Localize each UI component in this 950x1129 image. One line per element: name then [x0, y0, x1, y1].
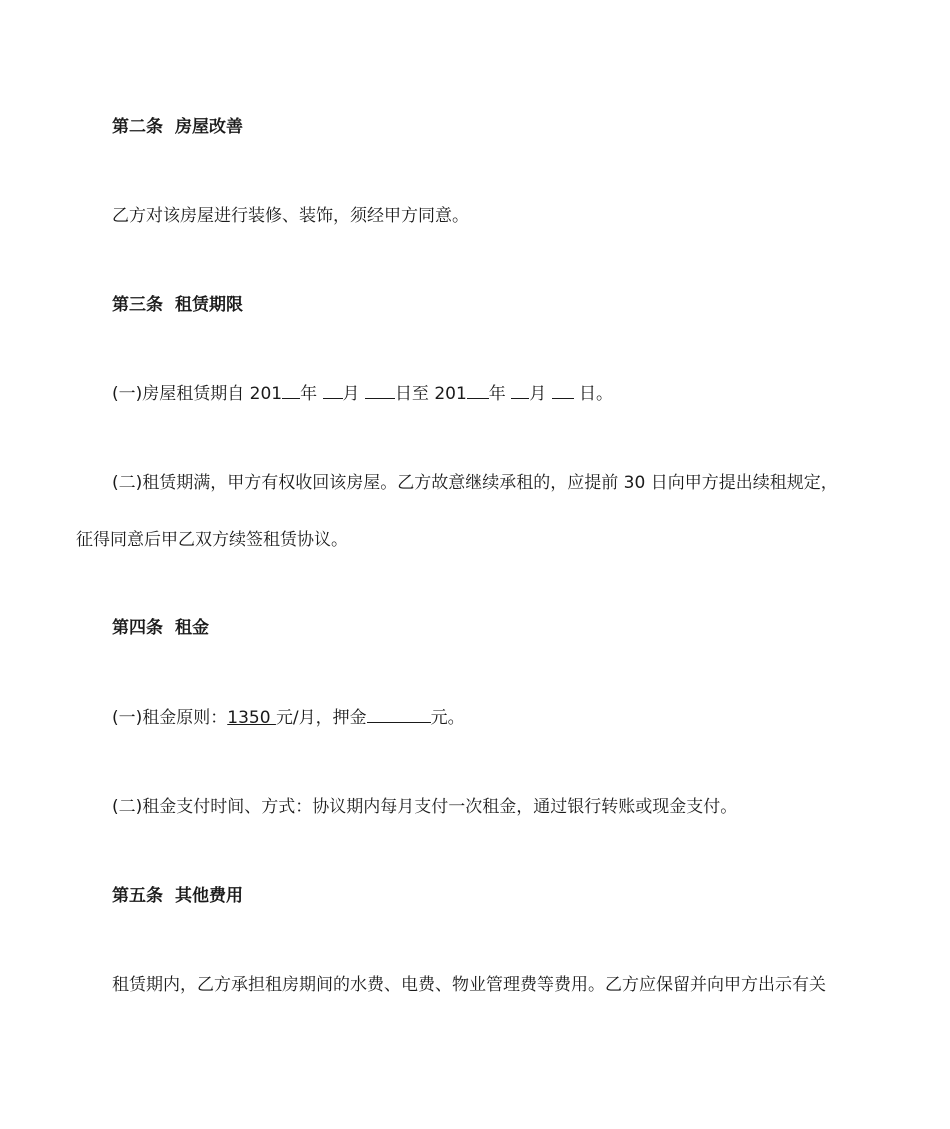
section-2-body: 乙方对该房屋进行装修、装饰，须经甲方同意。	[112, 206, 469, 226]
section-3-title: 租赁期限	[175, 295, 243, 315]
deposit-blank	[367, 706, 431, 723]
deposit-suffix: 元。	[430, 708, 465, 728]
section-3-number: 第三条	[112, 295, 163, 315]
rent-principle-clause	[112, 706, 465, 730]
section-5-heading	[112, 884, 243, 908]
start-month-blank	[323, 382, 343, 399]
section-3-heading	[112, 293, 243, 317]
section-4-heading	[112, 616, 209, 640]
rent-amount: 1350	[227, 708, 276, 728]
rent-principle-label: (一)租金原则：	[112, 708, 228, 728]
start-year-blank	[282, 382, 300, 399]
rent-payment-clause: (二)租金支付时间、方式：协议期内每月支付一次租金，通过银行转账或现金支付。	[112, 797, 738, 817]
end-day-blank	[552, 382, 574, 399]
section-4-title: 租金	[175, 618, 209, 638]
lease-term-text-3: 月	[342, 384, 365, 404]
lease-term-text-2: 年	[300, 384, 323, 404]
lease-term-text-6: 月	[529, 384, 552, 404]
section-5-number: 第五条	[112, 886, 163, 906]
other-fees-clause: 租赁期内，乙方承担租房期间的水费、电费、物业管理费等费用。乙方应保留并向甲方出示有关	[112, 975, 826, 995]
section-5-title: 其他费用	[175, 886, 243, 906]
renewal-clause-line-1: (二)租赁期满，甲方有权收回该房屋。乙方故意继续承租的，应提前 30 日向甲方提出续租规定，	[112, 473, 838, 493]
start-day-blank	[365, 382, 395, 399]
lease-term-text-4: 日至 201	[394, 384, 467, 404]
rent-unit-deposit-label: 元/月，押金	[275, 708, 367, 728]
section-4-number: 第四条	[112, 618, 163, 638]
end-month-blank	[511, 382, 529, 399]
section-2-title: 房屋改善	[175, 117, 243, 137]
lease-term-clause	[112, 382, 613, 406]
end-year-blank	[467, 382, 489, 399]
section-2-heading	[112, 115, 243, 139]
renewal-clause-line-2: 征得同意后甲乙双方续签租赁协议。	[76, 530, 348, 550]
lease-term-text-1: (一)房屋租赁期自 201	[112, 384, 283, 404]
lease-term-text-7: 日。	[573, 384, 614, 404]
section-2-number: 第二条	[112, 117, 163, 137]
lease-term-text-5: 年	[488, 384, 512, 404]
